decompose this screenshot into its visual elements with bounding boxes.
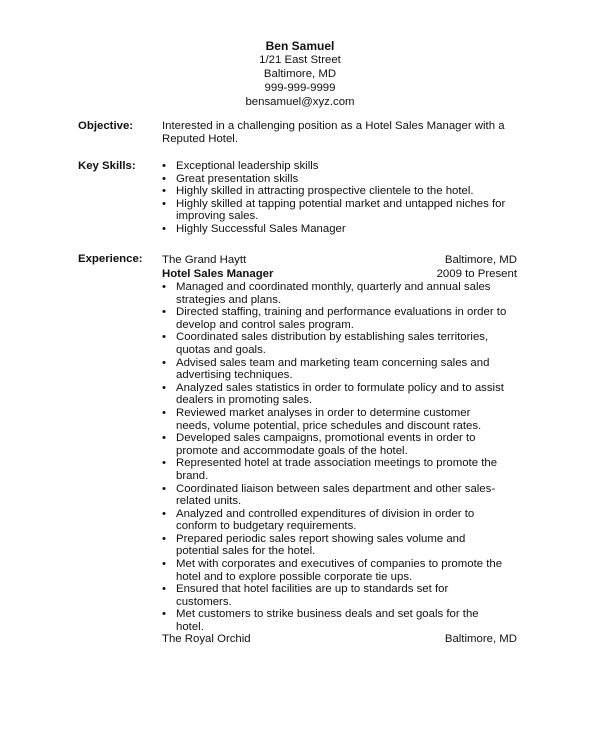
job-2-location: Baltimore, MD (444, 633, 517, 645)
skills-label: Key Skills: (78, 160, 136, 172)
list-item: • Prepared periodic sales report showing sales volume and potential sales for the hotel. (162, 533, 507, 558)
list-item: • Managed and coordinated monthly, quarterly and annual sales strategies and plans. (162, 281, 507, 306)
job-1-dates: 2009 to Present (436, 268, 517, 280)
list-item: • Reviewed market analyses in order to determine customer needs, volume potential, price schedules and discount rates. (162, 407, 507, 432)
objective-text: Interested in a challenging position as a Hotel Sales Manager with a Reputed Hotel. (162, 120, 505, 145)
list-item: • Highly skilled at tapping potential market and untapped niches for improving sales. (162, 198, 507, 223)
list-item: • Highly Successful Sales Manager (162, 223, 507, 236)
list-item: • Analyzed and controlled expenditures of division in order to conform to budgetary requirements. (162, 508, 507, 533)
job-2-company: The Royal Orchid (162, 633, 251, 645)
job-1-title: Hotel Sales Manager (162, 268, 274, 280)
job-2-header (162, 632, 517, 646)
job-1-subheader (162, 267, 517, 281)
list-item: • Highly skilled in attracting prospective clientele to the hotel. (162, 185, 507, 198)
job-1-company: The Grand Haytt (162, 254, 247, 266)
list-item: • Great presentation skills (162, 173, 507, 186)
list-item: • Represented hotel at trade association meetings to promote the brand. (162, 457, 507, 482)
phone-line: 999-999-9999 (264, 82, 336, 94)
list-item: • Analyzed sales statistics in order to formulate policy and to assist dealers in promoting sales. (162, 382, 507, 407)
list-item: • Met customers to strike business deals and set goals for the hotel. (162, 608, 507, 633)
candidate-name: Ben Samuel (265, 39, 335, 53)
city-line: Baltimore, MD (263, 68, 337, 80)
job-1-duties (162, 281, 507, 634)
contact-header (0, 39, 600, 109)
experience-label: Experience: (78, 253, 143, 265)
list-item: • Met with corporates and executives of companies to promote the hotel and to explore possible corporate tie ups. (162, 558, 507, 583)
job-1-location: Baltimore, MD (444, 254, 517, 266)
objective-label: Objective: (78, 120, 134, 132)
list-item: • Ensured that hotel facilities are up to standards set for customers. (162, 583, 507, 608)
address-line: 1/21 East Street (259, 54, 341, 66)
job-2 (162, 632, 522, 646)
list-item: • Exceptional leadership skills (162, 160, 507, 173)
list-item: • Coordinated sales distribution by establishing sales territories, quotas and goals. (162, 331, 507, 356)
list-item: • Directed staffing, training and performance evaluations in order to develop and control sales program. (162, 306, 507, 331)
list-item: • Developed sales campaigns, promotional events in order to promote and accommodate goals of the hotel. (162, 432, 507, 457)
list-item: • Advised sales team and marketing team concerning sales and advertising techniques. (162, 357, 507, 382)
list-item: • Coordinated liaison between sales department and other sales-related units. (162, 483, 507, 508)
skills-list (162, 160, 507, 236)
email-line: bensamuel@xyz.com (245, 96, 355, 108)
job-1-header (162, 253, 517, 267)
job-1 (162, 253, 522, 634)
